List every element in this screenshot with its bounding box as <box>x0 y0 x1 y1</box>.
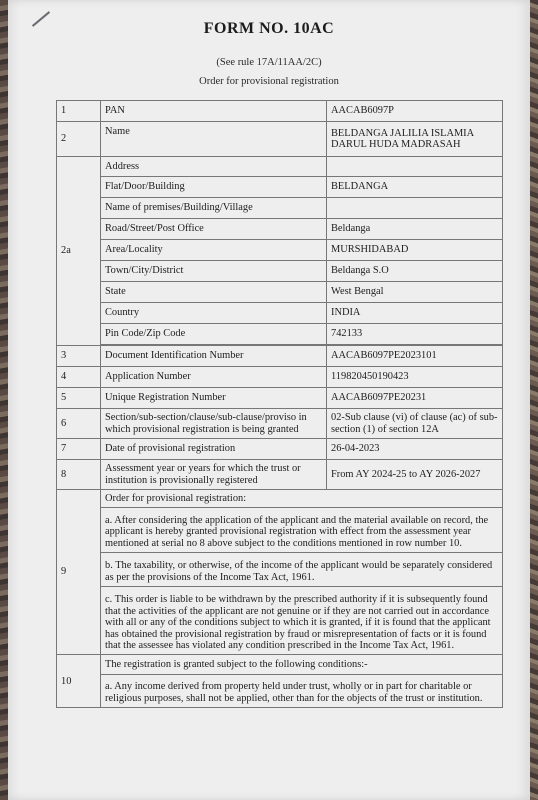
table-row-state <box>57 282 503 303</box>
table-row-document-id <box>57 346 503 367</box>
row-label: Application Number <box>101 367 327 388</box>
table-row-road <box>57 219 503 240</box>
table-row-pan <box>57 101 503 122</box>
row-label: Town/City/District <box>101 261 327 282</box>
row-number: 2a <box>57 157 101 346</box>
row-label: Area/Locality <box>101 240 327 261</box>
form-title: FORM NO. 10AC <box>203 20 335 37</box>
row-value: From AY 2024-25 to AY 2026-2027 <box>327 460 503 490</box>
conditions-heading: The registration is granted subject to the following conditions:- <box>101 655 503 675</box>
row-value <box>327 157 503 177</box>
row-number: 4 <box>57 367 101 388</box>
conditions-paragraph-a: a. Any income derived from property held under trust, wholly or in part for charitable or religious purposes, shall not be applied, other than for the objects of the trust or institution. <box>101 675 503 708</box>
order-paragraph-b: b. The taxability, or otherwise, of the income of the applicant would be separately considered as per the provisions of the Income Tax Act, 1961. <box>101 553 503 587</box>
row-number: 10 <box>57 655 101 708</box>
form-rule-reference: (See rule 17A/11AA/2C) <box>216 57 322 68</box>
row-label: Road/Street/Post Office <box>101 219 327 240</box>
row-label: Assessment year or years for which the trust or institution is provisionally registered <box>101 460 327 490</box>
row-number: 6 <box>57 409 101 439</box>
table-row-order <box>57 490 503 508</box>
row-value: Beldanga <box>327 219 503 240</box>
row-value: 119820450190423 <box>327 367 503 388</box>
order-paragraph-c: c. This order is liable to be withdrawn by the prescribed authority if it is subsequently found that the activities of the applicant are not genuine or if they are not carried out in accordance with all or any of the conditions subject to which it is granted, if it is found that the applicant has obtained the provisional registration by fraud or misrepresentation of facts or it is found that the assessee has violated any condition prescribed in the Income Tax Act, 1961. <box>101 587 503 655</box>
row-label: Document Identification Number <box>101 346 327 367</box>
registration-table <box>56 100 503 708</box>
table-row-assessment-year <box>57 460 503 490</box>
order-paragraph-b-row <box>57 553 503 587</box>
row-label: Flat/Door/Building <box>101 177 327 198</box>
table-row-application-number <box>57 367 503 388</box>
row-label: Unique Registration Number <box>101 388 327 409</box>
row-label: Name <box>101 122 327 157</box>
row-label: Country <box>101 303 327 324</box>
order-paragraph-a: a. After considering the application of the applicant and the material available on record, the applicant is hereby granted provisional registration with effect from the assessment year mentioned at serial no 8 above subject to the conditions mentioned in row number 10. <box>101 508 503 553</box>
row-value: BELDANGA <box>327 177 503 198</box>
table-row-name <box>57 122 503 157</box>
order-paragraph-c-row <box>57 587 503 655</box>
table-row-area <box>57 240 503 261</box>
table-row-conditions <box>57 655 503 675</box>
row-label: Date of provisional registration <box>101 439 327 460</box>
order-heading: Order for provisional registration: <box>101 490 503 508</box>
row-value: West Bengal <box>327 282 503 303</box>
row-label: Section/sub-section/clause/sub-clause/proviso in which provisional registration is being granted <box>101 409 327 439</box>
row-label: Name of premises/Building/Village <box>101 198 327 219</box>
row-value: INDIA <box>327 303 503 324</box>
row-number: 9 <box>57 490 101 655</box>
row-value: BELDANGA JALILIA ISLAMIA DARUL HUDA MADRASAH <box>327 122 503 157</box>
row-label: State <box>101 282 327 303</box>
table-row-date <box>57 439 503 460</box>
row-value: MURSHIDABAD <box>327 240 503 261</box>
row-number: 7 <box>57 439 101 460</box>
row-value: AACAB6097PE2023101 <box>327 346 503 367</box>
table-row-premises <box>57 198 503 219</box>
table-row-address <box>57 157 503 177</box>
row-value: 742133 <box>327 324 503 345</box>
row-value: Beldanga S.O <box>327 261 503 282</box>
row-label: PAN <box>101 101 327 122</box>
table-row-country <box>57 303 503 324</box>
row-value: AACAB6097P <box>327 101 503 122</box>
table-row-town <box>57 261 503 282</box>
row-number: 3 <box>57 346 101 367</box>
row-value: 02-Sub clause (vi) of clause (ac) of sub-section (1) of section 12A <box>327 409 503 439</box>
row-value: AACAB6097PE20231 <box>327 388 503 409</box>
row-label: Address <box>101 157 327 177</box>
table-row-section <box>57 409 503 439</box>
row-number: 5 <box>57 388 101 409</box>
conditions-paragraph-a-row <box>57 675 503 708</box>
row-number: 1 <box>57 101 101 122</box>
row-value: 26-04-2023 <box>327 439 503 460</box>
row-number: 8 <box>57 460 101 490</box>
table-row-unique-registration-number <box>57 388 503 409</box>
row-number: 2 <box>57 122 101 157</box>
order-paragraph-a-row <box>57 508 503 553</box>
table-row-pin <box>57 324 503 345</box>
form-subtitle: Order for provisional registration <box>199 76 339 87</box>
table-row-flat <box>57 177 503 198</box>
row-value <box>327 198 503 219</box>
document-page <box>8 0 530 800</box>
row-label: Pin Code/Zip Code <box>101 324 327 345</box>
